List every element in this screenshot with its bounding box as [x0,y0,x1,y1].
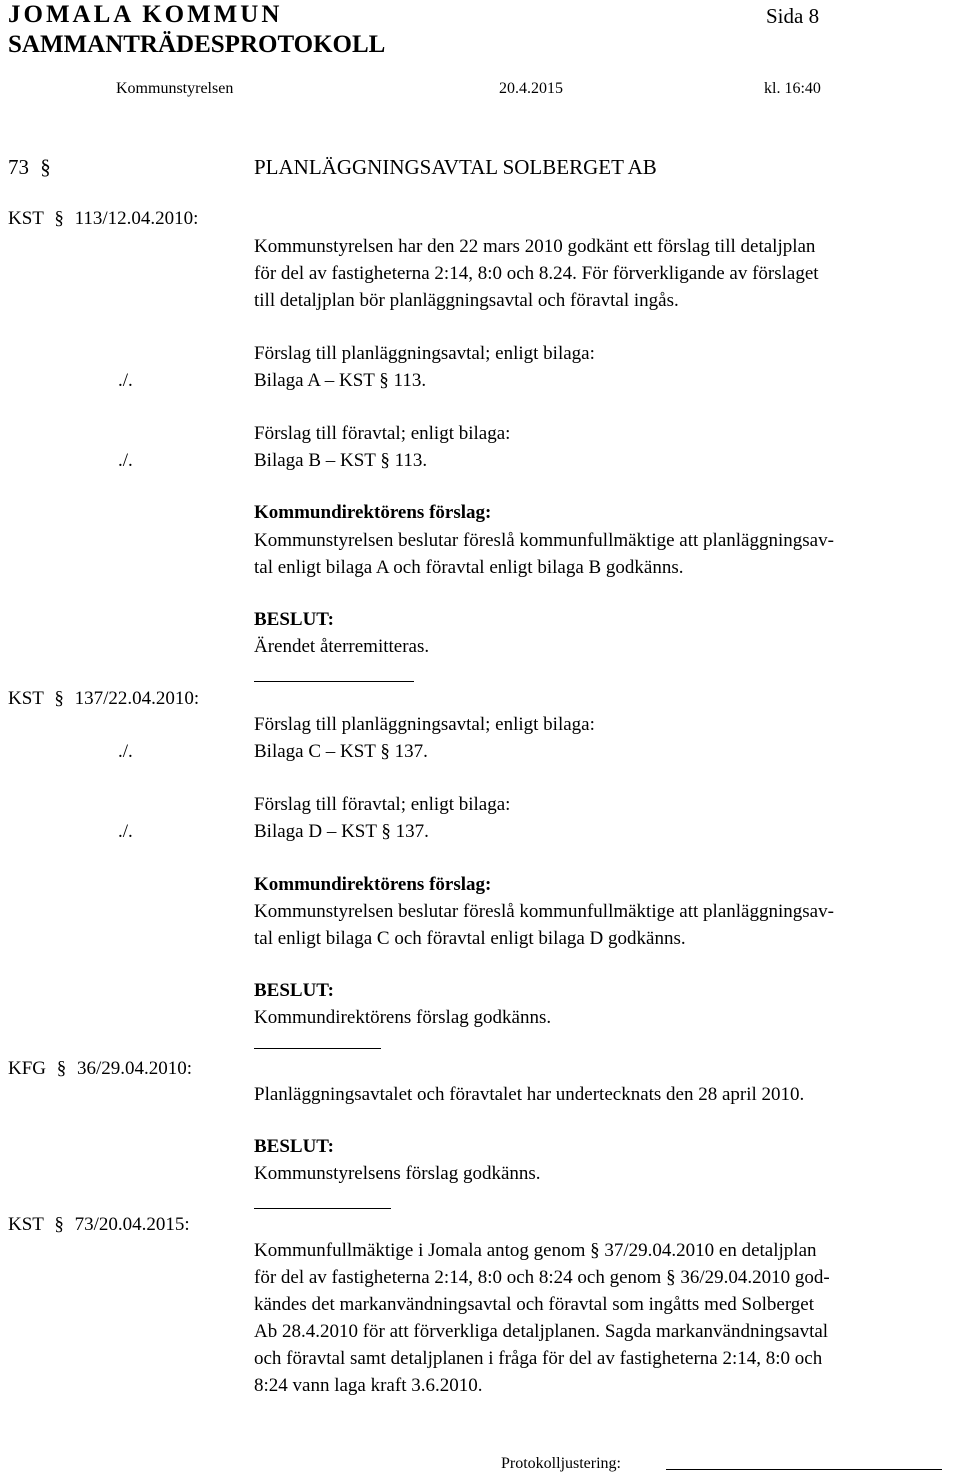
reference-symbol: § [54,688,64,709]
reference-prefix: KFG [8,1058,47,1079]
attachment-a-label: Förslag till planläggningsavtal; enligt bilaga: [254,343,595,364]
summary-line-1: Kommunfullmäktige i Jomala antog genom § 37/29.04.2010 en detaljplan [254,1240,817,1261]
summary-line-2: för del av fastigheterna 2:14, 8:0 och 8:24 och genom § 36/29.04.2010 god- [254,1267,830,1288]
summary-line-5: och föravtal samt detaljplanen i fråga för del av fastigheterna 2:14, 8:0 och [254,1348,823,1369]
separator-line [254,1048,381,1049]
section-symbol: § [40,155,51,179]
decision-heading: BESLUT: [254,609,334,630]
attachment-mark: ./. [118,450,133,471]
reference-number: 113/12.04.2010: [74,208,199,229]
decision-text: Ärendet återremitteras. [254,636,430,657]
proposal-line-2: tal enligt bilaga A och föravtal enligt bilaga B godkänns. [254,557,684,578]
separator-line [254,681,414,682]
proposal-line-1: Kommunstyrelsen beslutar föreslå kommunfullmäktige att planläggningsav- [254,530,834,551]
decision-text: Kommundirektörens förslag godkänns. [254,1007,552,1028]
municipality-name: JOMALA KOMMUN [8,1,283,28]
reference-number: 36/29.04.2010: [77,1058,193,1079]
reference-kfg-36 [8,1058,192,1081]
signing-text: Planläggningsavtalet och föravtalet har undertecknats den 28 april 2010. [254,1084,805,1105]
decision-heading: BESLUT: [254,1136,334,1157]
protocol-title: SAMMANTRÄDESPROTOKOLL [8,31,386,58]
attachment-b: Bilaga B – KST § 113. [254,450,428,471]
attachment-c-label: Förslag till planläggningsavtal; enligt bilaga: [254,714,595,735]
meeting-body: Kommunstyrelsen [116,80,234,97]
attachment-a: Bilaga A – KST § 113. [254,370,427,391]
reference-kst-73 [8,1214,190,1237]
attachment-c: Bilaga C – KST § 137. [254,741,428,762]
proposal-line-1: Kommunstyrelsen beslutar föreslå kommunfullmäktige att planläggningsav- [254,901,834,922]
intro-line-3: till detaljplan bör planläggningsavtal och föravtal ingås. [254,290,679,311]
reference-symbol: § [56,1058,67,1079]
proposal-heading: Kommundirektörens förslag: [254,502,492,523]
attachment-mark: ./. [118,821,133,842]
reference-number: 73/20.04.2015: [74,1214,190,1235]
reference-kst-137 [8,688,199,711]
section-number [8,155,51,180]
meeting-date: 20.4.2015 [499,80,563,97]
section-title: PLANLÄGGNINGSAVTAL SOLBERGET AB [254,155,657,179]
protocol-adjustment-label: Protokolljustering: [501,1455,621,1472]
reference-number: 137/22.04.2010: [74,688,200,709]
reference-symbol: § [54,208,64,229]
attachment-mark: ./. [118,370,133,391]
reference-prefix: KST [8,688,44,709]
reference-prefix: KST [8,208,44,229]
signature-line [666,1469,942,1470]
summary-line-6: 8:24 vann laga kraft 3.6.2010. [254,1375,483,1396]
decision-text: Kommunstyrelsens förslag godkänns. [254,1163,541,1184]
summary-line-3: kändes det markanvändningsavtal och föravtal som ingåtts med Solberget [254,1294,815,1315]
reference-kst-113 [8,208,198,231]
reference-prefix: KST [8,1214,44,1235]
attachment-d-label: Förslag till föravtal; enligt bilaga: [254,794,511,815]
section-number-value: 73 [8,155,29,179]
separator-line [254,1208,391,1209]
page-number: Sida 8 [766,4,820,28]
attachment-b-label: Förslag till föravtal; enligt bilaga: [254,423,511,444]
intro-line-2: för del av fastigheterna 2:14, 8:0 och 8.24. För förverkligande av förslaget [254,263,819,284]
attachment-d: Bilaga D – KST § 137. [254,821,429,842]
proposal-heading: Kommundirektörens förslag: [254,874,492,895]
reference-symbol: § [54,1214,64,1235]
meeting-time: kl. 16:40 [764,80,821,97]
proposal-line-2: tal enligt bilaga C och föravtal enligt bilaga D godkänns. [254,928,686,949]
attachment-mark: ./. [118,741,133,762]
decision-heading: BESLUT: [254,980,334,1001]
intro-line-1: Kommunstyrelsen har den 22 mars 2010 godkänt ett förslag till detaljplan [254,236,816,257]
summary-line-4: Ab 28.4.2010 för att förverkliga detaljplanen. Sagda markanvändningsavtal [254,1321,829,1342]
